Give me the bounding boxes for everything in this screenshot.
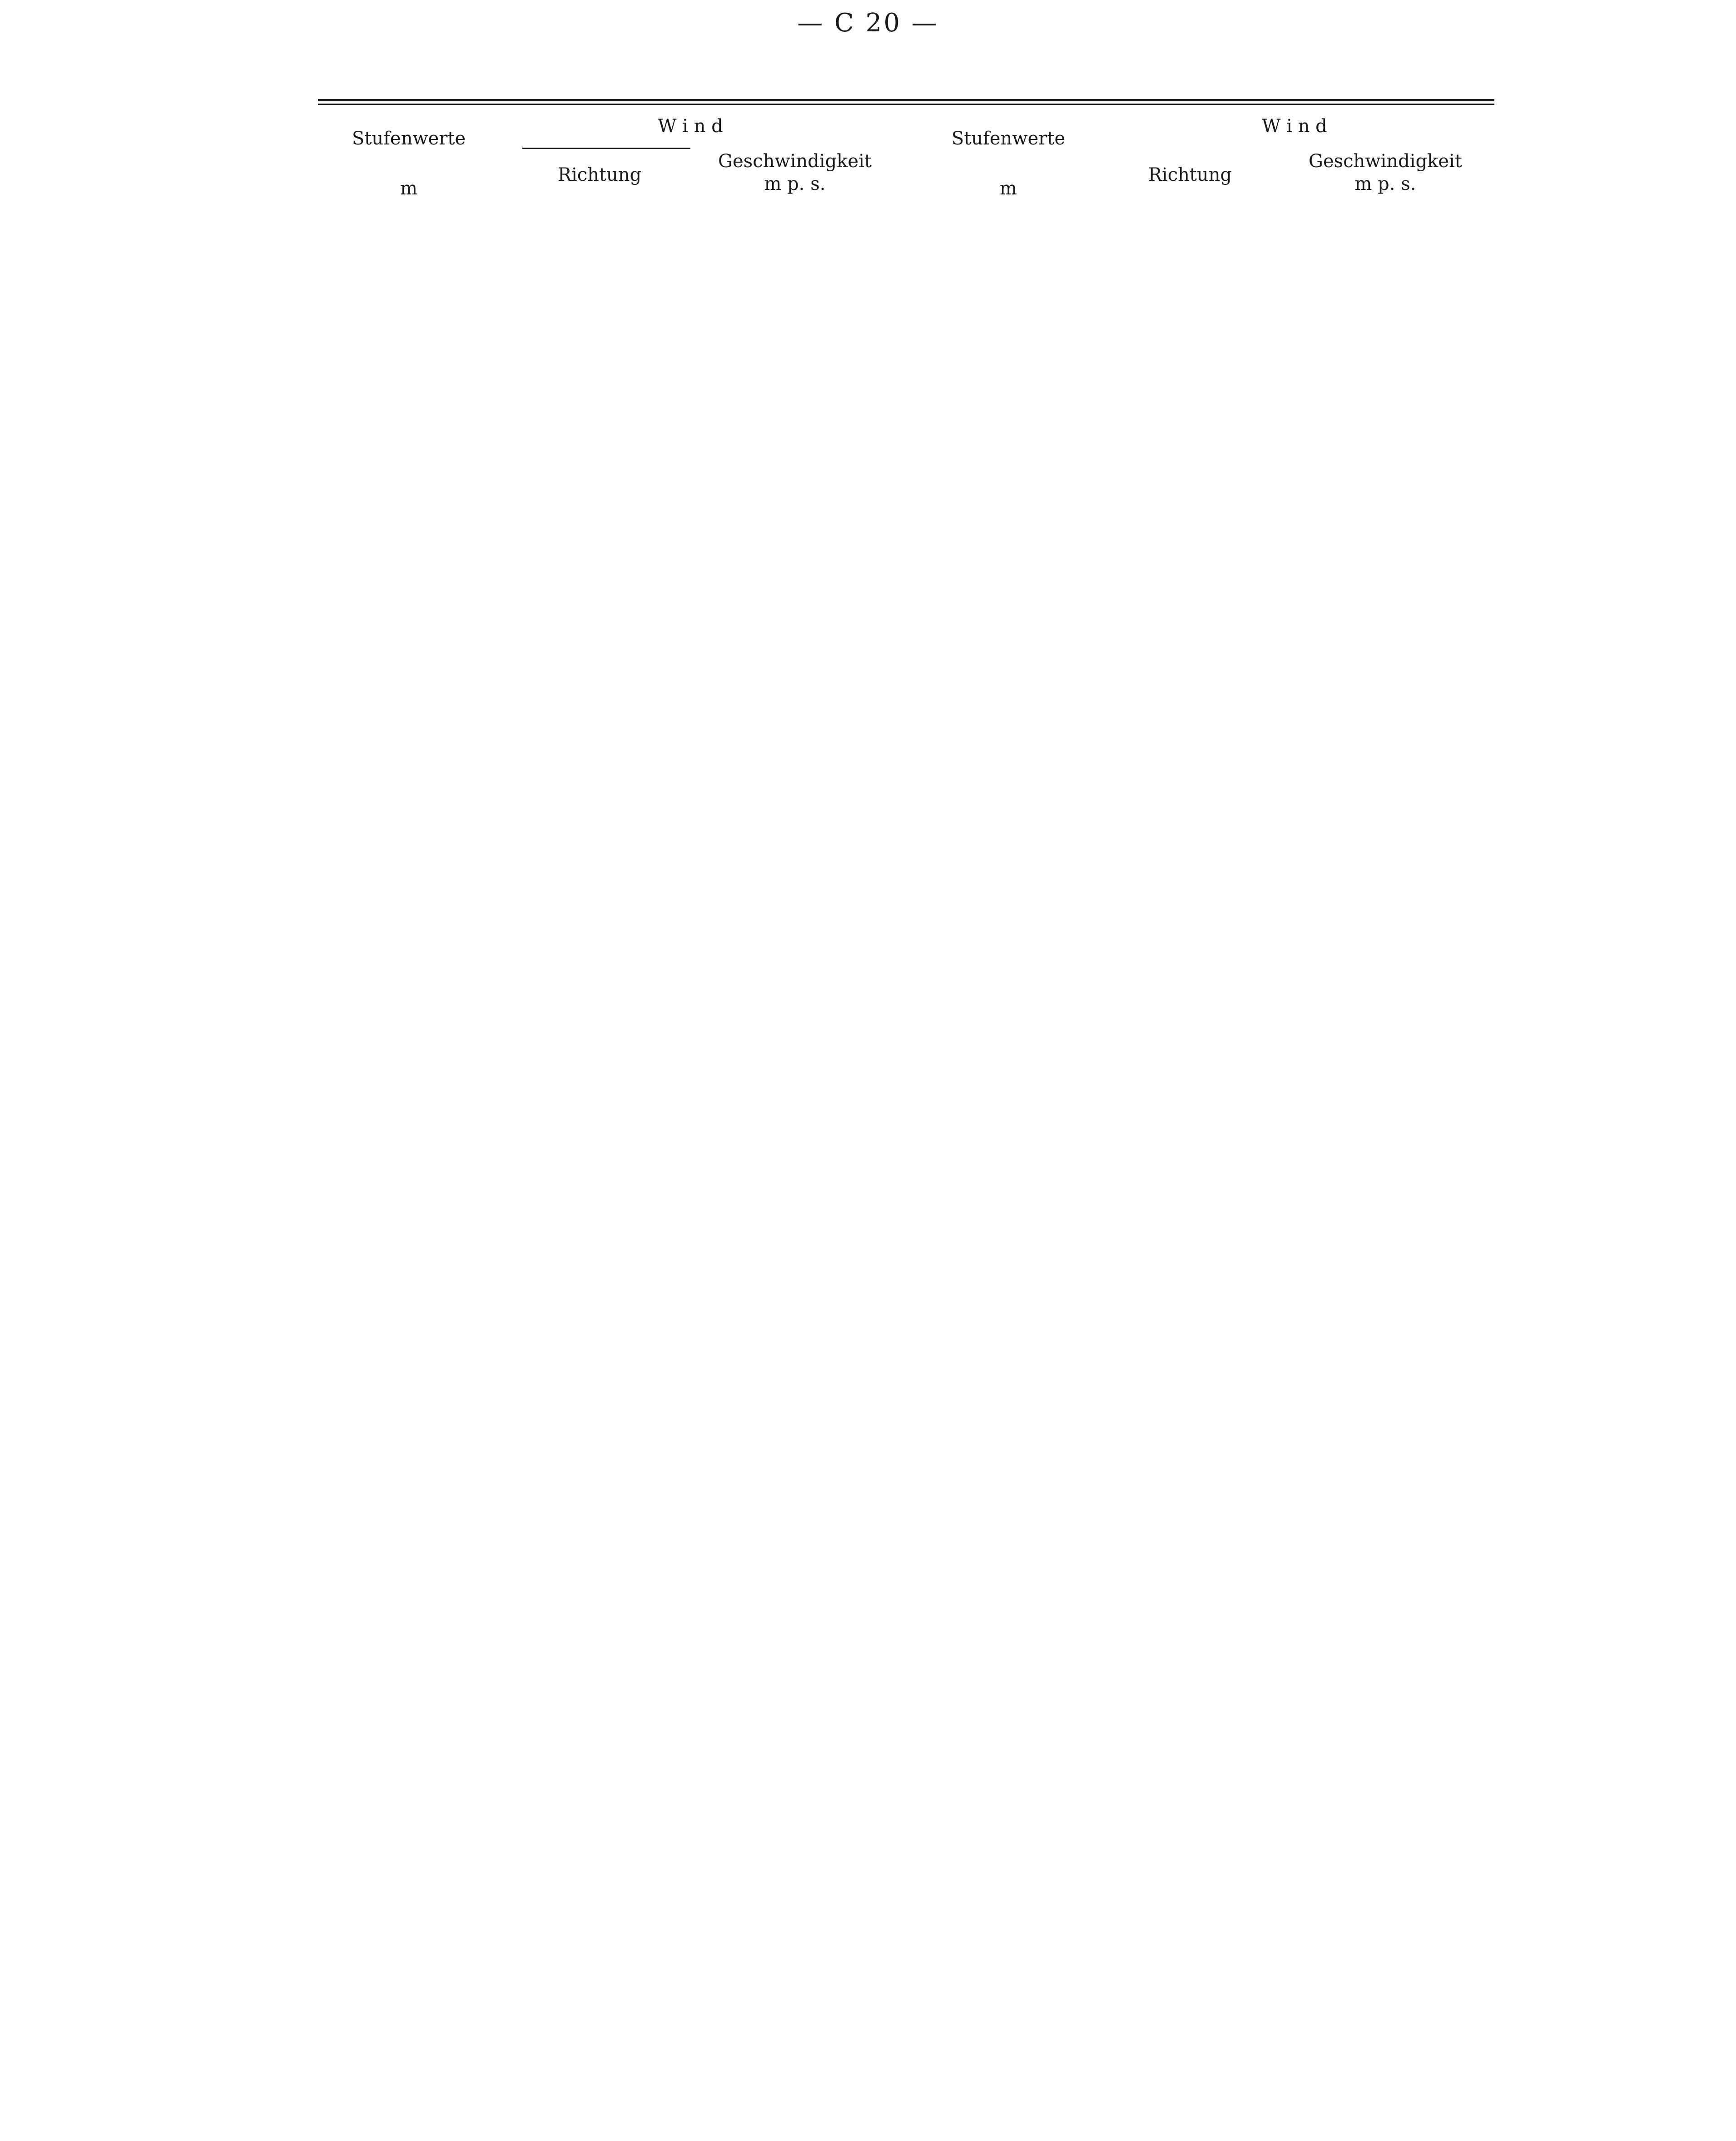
header-m-left: m <box>400 178 417 199</box>
header-stufenwerte-right: Stufenwerte <box>951 128 1066 149</box>
header-mps-left: m p. s. <box>764 174 826 194</box>
header-rule-top2 <box>318 104 1494 105</box>
header-rule-top <box>318 99 1494 101</box>
header-m-right: m <box>1000 178 1017 199</box>
header-geschwindigkeit-right: Geschwindigkeit <box>1309 151 1462 172</box>
header-geschwindigkeit-left: Geschwindigkeit <box>718 151 872 172</box>
header-richtung-right: Richtung <box>1148 164 1232 185</box>
header-mps-right: m p. s. <box>1354 174 1416 194</box>
header-wind-right: W i n d <box>1262 116 1327 137</box>
header-richtung-left: Richtung <box>557 164 642 185</box>
header-wind-left: W i n d <box>658 116 723 137</box>
header-stufenwerte-left: Stufenwerte <box>352 128 466 149</box>
header-sub-rule-left <box>522 148 690 149</box>
page-number: — C 20 — <box>797 8 939 38</box>
